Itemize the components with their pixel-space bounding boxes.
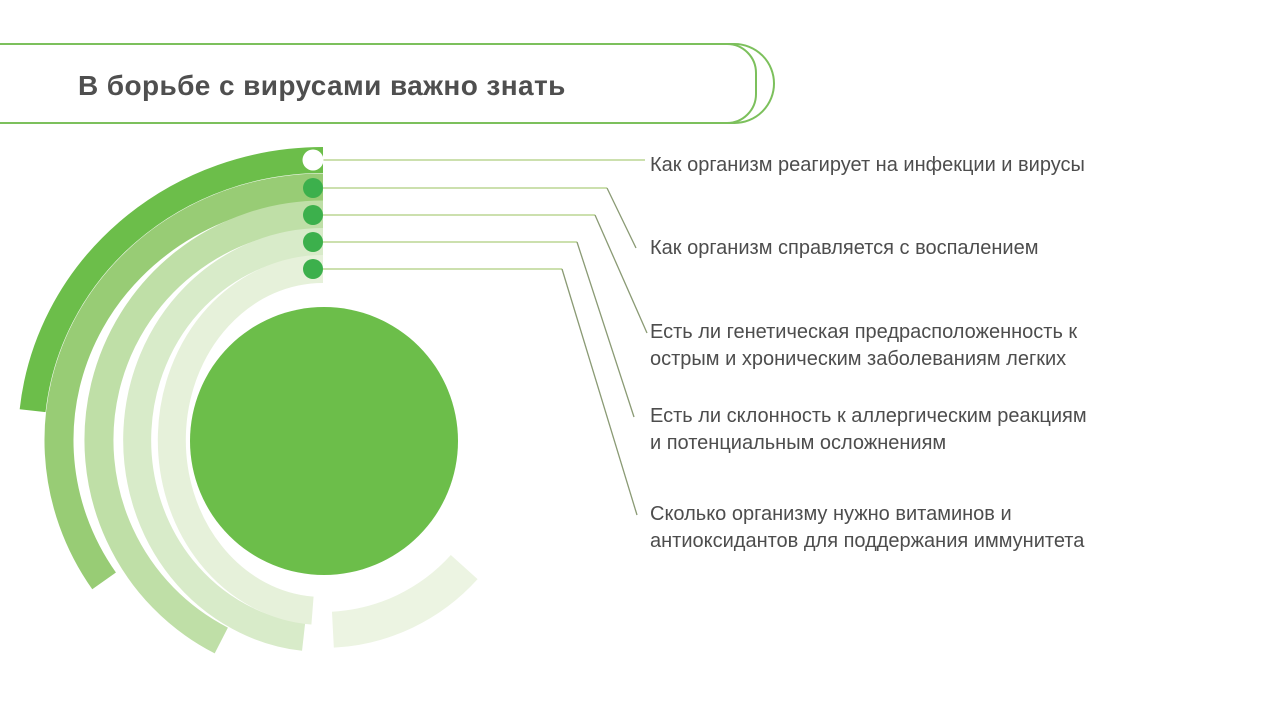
list-item-4 — [650, 403, 1087, 457]
list-item-4-line-1: Есть ли склонность к аллергическим реакциям — [650, 405, 1087, 427]
list-item-5 — [650, 501, 1084, 555]
list-item-2 — [650, 235, 1038, 262]
list-item-1-line-1: Как организм реагирует на инфекции и вирусы — [650, 154, 1085, 176]
list-item-5-line-2: антиоксидантов для поддержания иммунитета — [650, 530, 1085, 552]
list-item-3-line-1: Есть ли генетическая предрасположенность к — [650, 321, 1078, 343]
list-item-2-line-1: Как организм справляется с воспалением — [650, 237, 1039, 259]
list-item-3-line-2: острым и хроническим заболеваниям легких — [650, 348, 1067, 370]
list-item-3 — [650, 319, 1077, 373]
list-item-1 — [650, 152, 1085, 179]
page-title: В борьбе с вирусами важно знать — [78, 70, 566, 101]
list-item-5-line-1: Сколько организму нужно витаминов и — [650, 503, 1012, 525]
list-item-4-line-2: и потенциальным осложнениям — [650, 432, 947, 454]
